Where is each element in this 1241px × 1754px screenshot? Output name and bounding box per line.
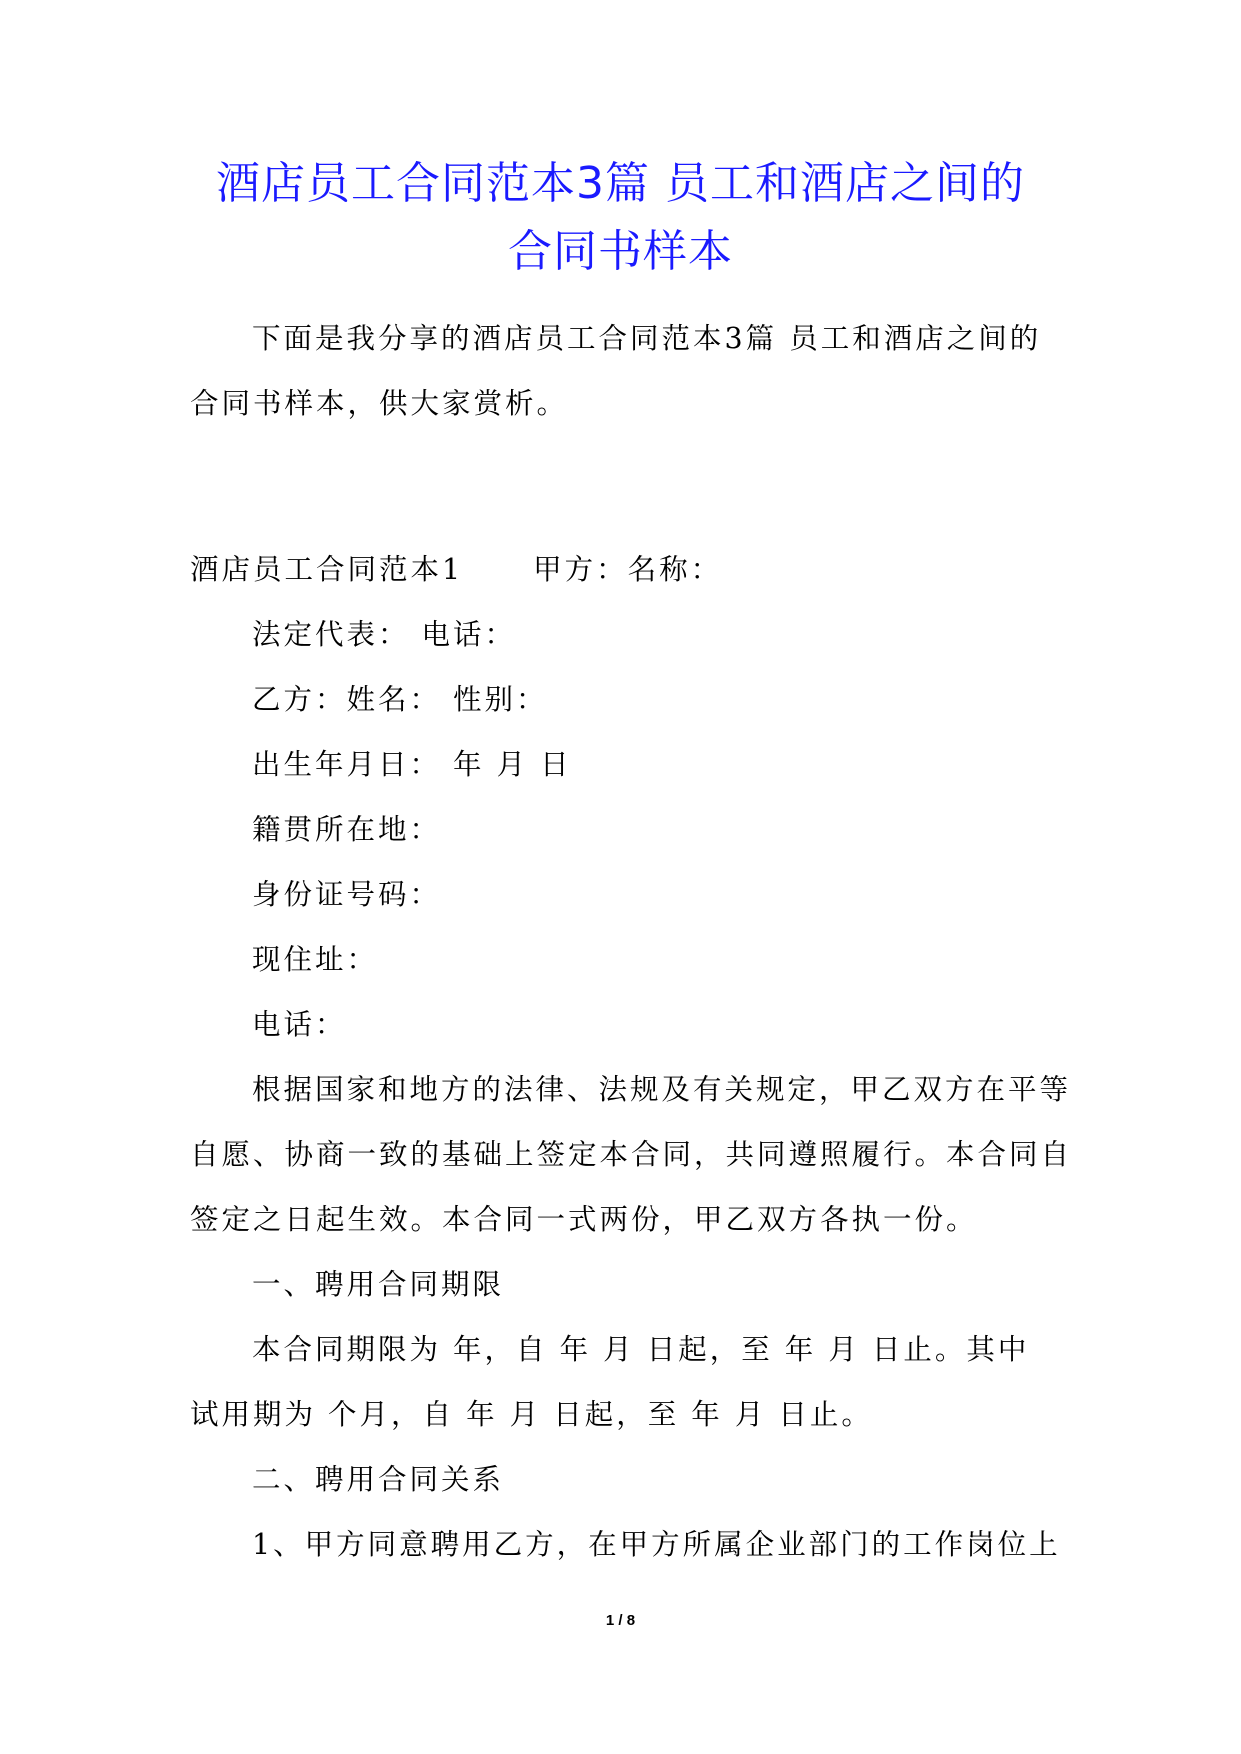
clause-1-heading: 一、聘用合同期限: [252, 1268, 505, 1301]
intro-line-1: 下面是我分享的酒店员工合同范本3篇 员工和酒店之间的: [252, 322, 1042, 355]
contract-body: [190, 537, 1073, 1577]
address-field: 现住址：: [252, 943, 379, 976]
intro-paragraph: [190, 306, 1050, 436]
title-line-2: 合同书样本: [508, 226, 733, 277]
basis-line-1: 根据国家和地方的法律、法规及有关规定，甲乙双方在平等: [252, 1073, 1072, 1106]
clause-1-line-2: 试用期为 个月，自 年 月 日起，至 年 月 日止。: [190, 1398, 873, 1431]
section-heading-line: [190, 537, 1050, 602]
party-a-name: 甲方：名称：: [533, 553, 723, 586]
page-number: 1 / 8: [605, 1612, 636, 1629]
id-number-field: 身份证号码：: [252, 878, 442, 911]
basis-line-2: 自愿、协商一致的基础上签定本合同，共同遵照履行。本合同自: [190, 1138, 1073, 1171]
basis-line-3: 签定之日起生效。本合同一式两份，甲乙双方各执一份。: [190, 1203, 978, 1236]
native-place-field: 籍贯所在地：: [252, 813, 442, 846]
party-a-representative: 法定代表： 电话：: [252, 618, 517, 651]
birth-date-field: 出生年月日： 年 月 日: [252, 748, 572, 781]
clause-2-heading: 二、聘用合同关系: [252, 1463, 505, 1496]
clause-2-item-1: 1、甲方同意聘用乙方，在甲方所属企业部门的工作岗位上: [252, 1528, 1061, 1561]
document-title: [160, 150, 1081, 286]
title-line-1: 酒店员工合同范本3篇 员工和酒店之间的: [216, 158, 1025, 209]
clause-1-line-1: 本合同期限为 年，自 年 月 日起，至 年 月 日止。其中: [252, 1333, 1030, 1366]
phone-field: 电话：: [252, 1008, 347, 1041]
section-heading: 酒店员工合同范本1: [190, 553, 464, 586]
intro-line-2: 合同书样本，供大家赏析。: [190, 387, 569, 420]
party-b-info: 乙方：姓名： 性别：: [252, 683, 548, 716]
